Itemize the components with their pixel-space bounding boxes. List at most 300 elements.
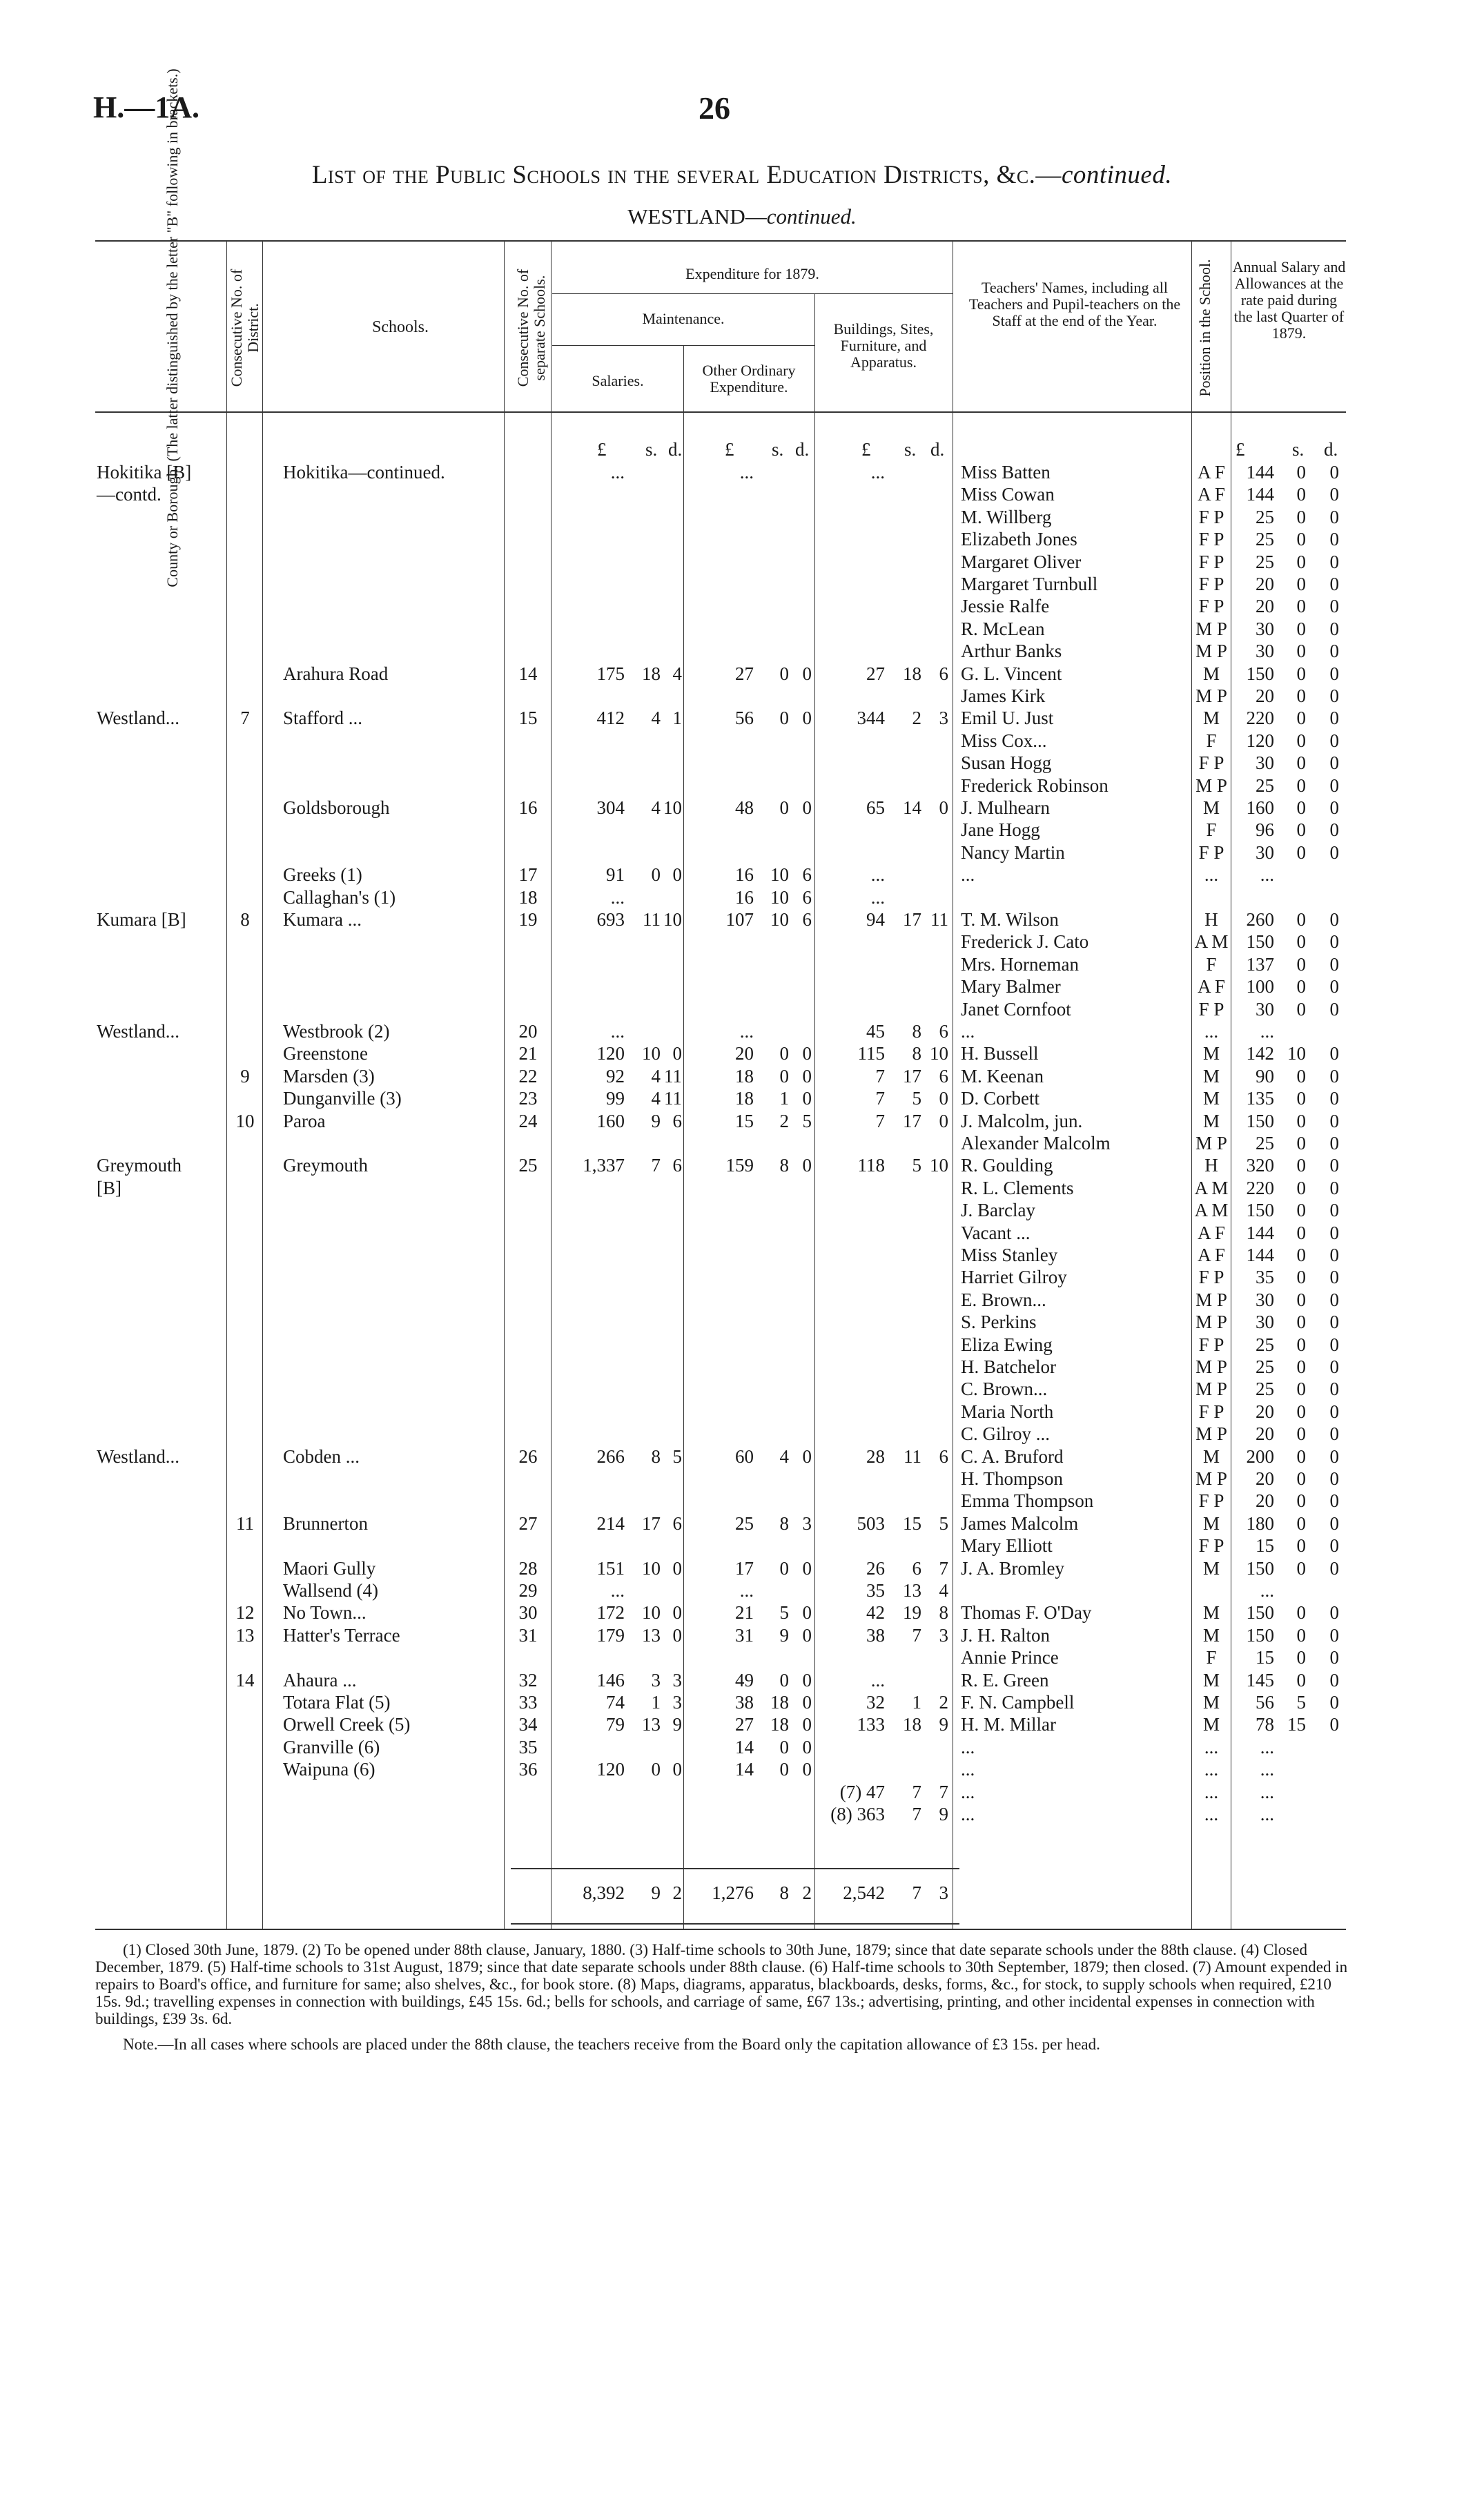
teacher-name: H. M. Millar — [961, 1714, 1056, 1735]
salary-s: 0 — [1296, 909, 1306, 930]
other-pounds: 21 — [735, 1602, 754, 1624]
buildings-s: 19 — [903, 1602, 921, 1624]
unit-s: s. — [904, 439, 917, 460]
salaries-s: 10 — [642, 1043, 661, 1064]
table-row — [0, 618, 1484, 640]
salaries-pounds: 693 — [596, 909, 625, 930]
teacher-position: A M — [1194, 1200, 1229, 1221]
teacher-name: R. L. Clements — [961, 1177, 1074, 1198]
teacher-name: Frederick J. Cato — [961, 931, 1089, 953]
other-s: 0 — [779, 1557, 789, 1579]
salaries-s: 4 — [651, 1088, 661, 1109]
buildings-d: 9 — [939, 1804, 948, 1824]
salaries-d: 6 — [672, 1155, 682, 1176]
teacher-position: A F — [1198, 462, 1225, 483]
teacher-position: M P — [1195, 1379, 1227, 1400]
teacher-name: Margaret Oliver — [961, 551, 1082, 572]
salary-s: 0 — [1296, 1088, 1306, 1109]
county-cell: Westland... — [97, 1021, 180, 1042]
other-d: 0 — [802, 797, 812, 818]
teacher-position: M P — [1195, 1423, 1227, 1445]
table-row — [0, 1646, 1484, 1668]
salary-s: 0 — [1296, 708, 1306, 729]
salaries-pounds: 175 — [596, 663, 625, 684]
salary-d: 0 — [1329, 931, 1339, 953]
salary-s: 10 — [1287, 1043, 1306, 1064]
salary-pounds: 144 — [1246, 1222, 1274, 1243]
teacher-name: J. Mulhearn — [961, 797, 1050, 818]
salary-pounds: 120 — [1246, 730, 1274, 751]
salary-s: 0 — [1296, 1245, 1306, 1265]
col-separate-schools-header: Consecutive No. of separate Schools. — [514, 269, 548, 387]
salaries-pounds: 92 — [606, 1065, 625, 1087]
unit-s: s. — [1292, 439, 1305, 460]
teacher-position: A F — [1198, 976, 1225, 997]
school-number: 24 — [518, 1110, 538, 1131]
salary-s: 0 — [1296, 953, 1306, 975]
unit-pound: £ — [597, 439, 607, 460]
other-d: 0 — [802, 1088, 812, 1109]
other-pounds: 18 — [735, 1088, 754, 1109]
salaries-d: 6 — [672, 1512, 682, 1534]
table-row — [0, 1042, 1484, 1064]
salaries-d: 11 — [664, 1065, 682, 1087]
salaries-d: 10 — [663, 797, 682, 818]
salary-s: 0 — [1296, 819, 1306, 841]
table-row — [0, 483, 1484, 505]
school-number: 25 — [518, 1155, 538, 1176]
school-number: 14 — [518, 663, 538, 684]
salary-d: 0 — [1329, 752, 1339, 774]
buildings-s: 7 — [912, 1804, 921, 1824]
buildings-d: 3 — [939, 708, 948, 729]
table-row — [0, 528, 1484, 550]
salary-s: 0 — [1296, 618, 1306, 639]
table-row — [0, 864, 1484, 886]
other-s: 4 — [779, 1445, 789, 1467]
footnote-text: (1) Closed 30th June, 1879. (2) To be opened under 88th clause, January, 1880. (3) Half-time schools to 30th June, 1879; since that date separate schools under the 88th clause. (4) Closed December, 1879. (5) Half-time schools to 31st August, 1879; since that date separate schools under 88th clause. (6) Half-time schools to 30th September, 1879; then closed. (7) Amount expended in repairs to Board's office, and furniture for same; also shelves, &c., for book store. (8) Maps, diagrams, apparatus, blackboards, desks, forms, &c., for stock, to supply schools when required, £210 15s. 9d.; travelling expenses in connection with buildings, £45 15s. 6d.; bells for schools, and carriage of same, £67 13s.; advertising, printing, and other incidental expenses in connection with buildings, £39 3s. 6d. — [95, 1941, 1348, 2027]
buildings-d: 6 — [939, 1065, 948, 1087]
salary-s: 0 — [1296, 1624, 1306, 1646]
teacher-name: D. Corbett — [961, 1088, 1039, 1109]
teacher-position: M P — [1195, 1312, 1227, 1333]
salary-s: 0 — [1296, 931, 1306, 953]
salary-d: 0 — [1329, 976, 1339, 997]
buildings-pounds: 503 — [857, 1512, 885, 1534]
salaries-d: 5 — [672, 1445, 682, 1467]
totals-rule — [511, 1868, 959, 1869]
salary-s: 0 — [1296, 1647, 1306, 1668]
salary-pounds: 20 — [1256, 1401, 1274, 1422]
salary-pounds: 260 — [1246, 909, 1274, 930]
table-row — [0, 886, 1484, 908]
col-position-header: Position in the School. — [1196, 259, 1213, 397]
table-row — [0, 1199, 1484, 1221]
school-number: 23 — [518, 1088, 538, 1109]
salary-pounds: 30 — [1256, 641, 1274, 662]
teacher-name: Maria North — [961, 1401, 1054, 1422]
table-row — [0, 1803, 1484, 1825]
salary-s: 0 — [1296, 1602, 1306, 1624]
salary-s: 0 — [1296, 1312, 1306, 1333]
salary-s: 0 — [1296, 596, 1306, 617]
salary-s: 0 — [1296, 775, 1306, 796]
teacher-name: J. A. Bromley — [961, 1557, 1065, 1579]
salary-s: 0 — [1296, 1110, 1306, 1131]
other-d: 0 — [802, 1065, 812, 1087]
salary-pounds: 160 — [1246, 797, 1274, 818]
teacher-position: M P — [1195, 1133, 1227, 1153]
salaries-s: 10 — [642, 1602, 661, 1624]
salaries-s: 13 — [642, 1624, 661, 1646]
other-pounds: 49 — [735, 1669, 754, 1691]
salaries-pounds: 151 — [596, 1557, 625, 1579]
county-cell: Westland... — [97, 1445, 180, 1467]
buildings-s: 8 — [912, 1043, 921, 1064]
salary-pounds: 150 — [1246, 931, 1274, 953]
teacher-position: F P — [1198, 752, 1224, 774]
salary-pounds: 25 — [1256, 551, 1274, 572]
other-pounds: 107 — [725, 909, 754, 930]
buildings-pounds: ... — [870, 1669, 885, 1691]
table-row — [0, 663, 1484, 685]
salaries-s: 7 — [651, 1155, 661, 1176]
teacher-position: F P — [1198, 1401, 1224, 1422]
teacher-name: Mrs. Horneman — [961, 953, 1079, 975]
salary-s: 0 — [1296, 1379, 1306, 1400]
buildings-pounds: 26 — [866, 1557, 885, 1579]
unit-d: d. — [795, 439, 810, 460]
salary-d: 0 — [1329, 1356, 1339, 1377]
teacher-position: M — [1202, 663, 1220, 684]
teacher-position: A F — [1198, 1245, 1225, 1265]
buildings-s: 17 — [903, 1065, 921, 1087]
salaries-d: 10 — [663, 909, 682, 930]
salary-pounds: 200 — [1246, 1445, 1274, 1467]
teacher-name: H. Thompson — [961, 1468, 1064, 1489]
salary-pounds: 20 — [1256, 596, 1274, 617]
teacher-position: A F — [1198, 484, 1225, 505]
salary-pounds: 15 — [1256, 1535, 1274, 1557]
school-number: 20 — [518, 1021, 538, 1042]
table-row — [0, 1468, 1484, 1490]
buildings-s: 11 — [904, 1445, 921, 1467]
table-row — [0, 640, 1484, 662]
other-d: 0 — [802, 1624, 812, 1646]
teacher-position: M P — [1195, 641, 1227, 662]
buildings-pounds: ... — [870, 886, 885, 908]
salary-pounds: 25 — [1256, 506, 1274, 527]
school-name: Hokitika—continued. — [283, 462, 445, 483]
teacher-position: M — [1202, 1624, 1220, 1646]
col-schools-header: Schools. — [371, 318, 429, 336]
salary-s: 0 — [1296, 1468, 1306, 1489]
salary-s: 0 — [1296, 797, 1306, 818]
teacher-name: F. N. Campbell — [961, 1692, 1075, 1713]
salary-s: 0 — [1296, 1512, 1306, 1534]
total-buildings-d: 3 — [939, 1882, 948, 1903]
salary-s: 0 — [1296, 1535, 1306, 1557]
salary-s: 0 — [1296, 1423, 1306, 1445]
other-d: 3 — [802, 1512, 812, 1534]
salary-pounds: 135 — [1246, 1088, 1274, 1109]
salary-pounds: 150 — [1246, 663, 1274, 684]
salary-d: 0 — [1329, 1512, 1339, 1534]
table-row — [0, 1065, 1484, 1087]
unit-d: d. — [668, 439, 683, 460]
unit-pound: £ — [725, 439, 734, 460]
salary-pounds: 145 — [1246, 1669, 1274, 1691]
other-s: 10 — [770, 864, 789, 886]
salary-s: 0 — [1296, 1155, 1306, 1176]
salary-d: 0 — [1329, 1423, 1339, 1445]
teacher-position: A M — [1194, 1177, 1229, 1198]
unit-s: s. — [645, 439, 658, 460]
buildings-s: 7 — [912, 1624, 921, 1646]
teacher-position: M P — [1195, 775, 1227, 796]
salary-pounds: 150 — [1246, 1200, 1274, 1221]
buildings-s: 1 — [912, 1692, 921, 1713]
teacher-position: F P — [1198, 998, 1224, 1020]
salary-pounds: ... — [1260, 1804, 1274, 1824]
buildings-pounds: 344 — [857, 708, 885, 729]
table-row — [0, 1110, 1484, 1132]
teacher-name: H. Batchelor — [961, 1356, 1056, 1377]
table-row — [0, 1579, 1484, 1601]
school-name: Greeks (1) — [283, 864, 362, 886]
total-salaries-pounds: 8,392 — [583, 1882, 625, 1903]
salary-d: 0 — [1329, 998, 1339, 1020]
salary-d: 0 — [1329, 1200, 1339, 1221]
other-s: 18 — [770, 1692, 789, 1713]
teacher-position: H — [1204, 909, 1218, 930]
salary-d: 0 — [1329, 685, 1339, 706]
table-row — [0, 685, 1484, 707]
other-d: 0 — [802, 1445, 812, 1467]
salary-pounds: 25 — [1256, 1334, 1274, 1355]
salary-pounds: 35 — [1256, 1267, 1274, 1288]
salaries-pounds: 79 — [606, 1714, 625, 1735]
teacher-position: H — [1204, 1155, 1218, 1176]
teacher-name: ... — [961, 1759, 975, 1780]
teacher-name: James Malcolm — [961, 1512, 1079, 1534]
other-pounds: 48 — [735, 797, 754, 818]
col-buildings-header: Buildings, Sites, Furniture, and Apparatus. — [833, 320, 934, 371]
other-pounds: 16 — [735, 864, 754, 886]
salary-d: 0 — [1329, 841, 1339, 863]
teacher-position: M — [1202, 1714, 1220, 1735]
other-s: 0 — [779, 1043, 789, 1064]
salaries-pounds: ... — [610, 886, 625, 908]
school-number: 15 — [518, 708, 538, 729]
school-number: 30 — [518, 1602, 538, 1624]
footnote-note: Note.—In all cases where schools are placed under the 88th clause, the teachers receive from the Board only the capitation allowance of £3 15s. per head. — [123, 2036, 1100, 2053]
salary-pounds: ... — [1260, 1736, 1274, 1757]
county-cell: —contd. — [97, 484, 162, 505]
buildings-s: 7 — [912, 1781, 921, 1802]
table-top-rule — [95, 240, 1346, 242]
school-number: 19 — [518, 909, 538, 930]
buildings-d: 9 — [939, 1714, 948, 1735]
table-row — [0, 1669, 1484, 1691]
salaries-pounds: 120 — [596, 1759, 625, 1780]
buildings-pounds: 65 — [866, 797, 885, 818]
salary-d: 0 — [1329, 708, 1339, 729]
school-name: Totara Flat (5) — [283, 1692, 391, 1713]
salaries-s: 11 — [643, 909, 661, 930]
other-s: 8 — [779, 1155, 789, 1176]
other-s: 5 — [779, 1602, 789, 1624]
teacher-position: ... — [1204, 864, 1219, 886]
other-pounds: ... — [739, 462, 754, 483]
salaries-s: 0 — [651, 1759, 661, 1780]
salaries-pounds: 91 — [606, 864, 625, 886]
salary-pounds: 144 — [1246, 484, 1274, 505]
school-name: Callaghan's (1) — [283, 886, 396, 908]
school-name: Ahaura ... — [283, 1669, 357, 1691]
other-pounds: 15 — [735, 1110, 754, 1131]
title-continued: continued. — [1061, 161, 1173, 189]
table-row — [0, 1490, 1484, 1512]
footnotes — [95, 1941, 1349, 2053]
school-name: Brunnerton — [283, 1512, 368, 1534]
other-d: 0 — [802, 1736, 812, 1757]
salaries-pounds: 266 — [596, 1445, 625, 1467]
teacher-position: F — [1206, 953, 1217, 975]
teacher-position: M — [1202, 797, 1220, 818]
salary-pounds: 137 — [1246, 953, 1274, 975]
teacher-name: C. Gilroy ... — [961, 1423, 1051, 1445]
school-number: 17 — [518, 864, 538, 886]
salary-s: 0 — [1296, 663, 1306, 684]
buildings-d: 7 — [939, 1557, 948, 1579]
teacher-position: M P — [1195, 1468, 1227, 1489]
teacher-name: ... — [961, 1736, 975, 1757]
table-row — [0, 1445, 1484, 1468]
county-cell: Westland... — [97, 708, 180, 729]
salary-s: 0 — [1296, 752, 1306, 774]
teacher-name: Miss Cox... — [961, 730, 1047, 751]
salary-pounds: 142 — [1246, 1043, 1274, 1064]
teacher-name: ... — [961, 1021, 975, 1042]
salary-pounds: ... — [1260, 1759, 1274, 1780]
other-d: 6 — [802, 886, 812, 908]
other-s: 0 — [779, 663, 789, 684]
salaries-d: 0 — [672, 1602, 682, 1624]
table-row — [0, 573, 1484, 595]
other-d: 0 — [802, 663, 812, 684]
total-other-pounds: 1,276 — [712, 1882, 754, 1903]
teacher-position: F — [1206, 1647, 1217, 1668]
salaries-d: 0 — [672, 1043, 682, 1064]
table-row — [0, 1601, 1484, 1624]
buildings-pounds: 45 — [866, 1021, 885, 1042]
school-name: Maori Gully — [283, 1557, 376, 1579]
school-number: 36 — [518, 1759, 538, 1780]
school-name: Wallsend (4) — [283, 1580, 379, 1601]
other-d: 0 — [802, 1602, 812, 1624]
district-number: 14 — [235, 1669, 255, 1691]
teacher-name: ... — [961, 864, 975, 886]
table-row — [0, 1177, 1484, 1199]
other-d: 0 — [802, 1692, 812, 1713]
teacher-position: ... — [1204, 1736, 1219, 1757]
salary-pounds: 25 — [1256, 1379, 1274, 1400]
table-row — [0, 1087, 1484, 1109]
school-name: Goldsborough — [283, 797, 390, 818]
salary-pounds: 320 — [1246, 1155, 1274, 1176]
unit-s: s. — [772, 439, 784, 460]
buildings-pounds: 94 — [866, 909, 885, 930]
other-pounds: 56 — [735, 708, 754, 729]
teacher-name: J. Malcolm, jun. — [961, 1110, 1083, 1131]
buildings-pounds: 38 — [866, 1624, 885, 1646]
other-s: 0 — [779, 1669, 789, 1691]
salary-pounds: 25 — [1256, 775, 1274, 796]
other-pounds: 25 — [735, 1512, 754, 1534]
unit-pound: £ — [861, 439, 871, 460]
buildings-s: 18 — [903, 663, 921, 684]
school-number: 21 — [518, 1043, 538, 1064]
teacher-position: M — [1202, 1065, 1220, 1087]
salary-pounds: ... — [1260, 1580, 1274, 1601]
buildings-d: 7 — [939, 1781, 948, 1802]
salaries-pounds: 214 — [596, 1512, 625, 1534]
salaries-pounds: 304 — [596, 797, 625, 818]
title-text: List of the Public Schools in the several Education Districts, &c.— — [311, 161, 1062, 189]
salary-s: 0 — [1296, 1222, 1306, 1243]
teacher-name: J. Barclay — [961, 1200, 1035, 1221]
school-name: Paroa — [283, 1110, 326, 1131]
salaries-s: 1 — [651, 1692, 661, 1713]
teacher-position: M P — [1195, 618, 1227, 639]
salaries-s: 4 — [651, 1065, 661, 1087]
salary-d: 0 — [1329, 1624, 1339, 1646]
table-row — [0, 551, 1484, 573]
teacher-name: Alexander Malcolm — [961, 1133, 1111, 1153]
table-row — [0, 1624, 1484, 1646]
other-pounds: ... — [739, 1021, 754, 1042]
table-row — [0, 595, 1484, 617]
total-buildings-pounds: 2,542 — [843, 1882, 885, 1903]
teacher-position: F P — [1198, 506, 1224, 527]
teacher-name: Annie Prince — [961, 1647, 1059, 1668]
buildings-pounds: 27 — [866, 663, 885, 684]
salary-s: 0 — [1296, 976, 1306, 997]
salaries-s: 18 — [642, 663, 661, 684]
buildings-pounds: ... — [870, 864, 885, 886]
buildings-d: 11 — [930, 909, 948, 930]
teacher-position: M — [1202, 1110, 1220, 1131]
teacher-position: F P — [1198, 841, 1224, 863]
buildings-d: 10 — [930, 1043, 948, 1064]
salary-s: 0 — [1296, 1177, 1306, 1198]
teacher-name: Mary Elliott — [961, 1535, 1053, 1557]
salary-s: 0 — [1296, 506, 1306, 527]
buildings-d: 2 — [939, 1692, 948, 1713]
buildings-s: 2 — [912, 708, 921, 729]
salary-d: 0 — [1329, 506, 1339, 527]
teacher-name: M. Willberg — [961, 506, 1052, 527]
other-pounds: 20 — [735, 1043, 754, 1064]
col-salaries-header: Salaries. — [592, 372, 644, 389]
salary-d: 0 — [1329, 1692, 1339, 1713]
teacher-name: Vacant ... — [961, 1222, 1031, 1243]
school-name: Kumara ... — [283, 909, 362, 930]
salaries-d: 4 — [672, 663, 682, 684]
table-row — [0, 1713, 1484, 1735]
salaries-d: 0 — [672, 864, 682, 886]
